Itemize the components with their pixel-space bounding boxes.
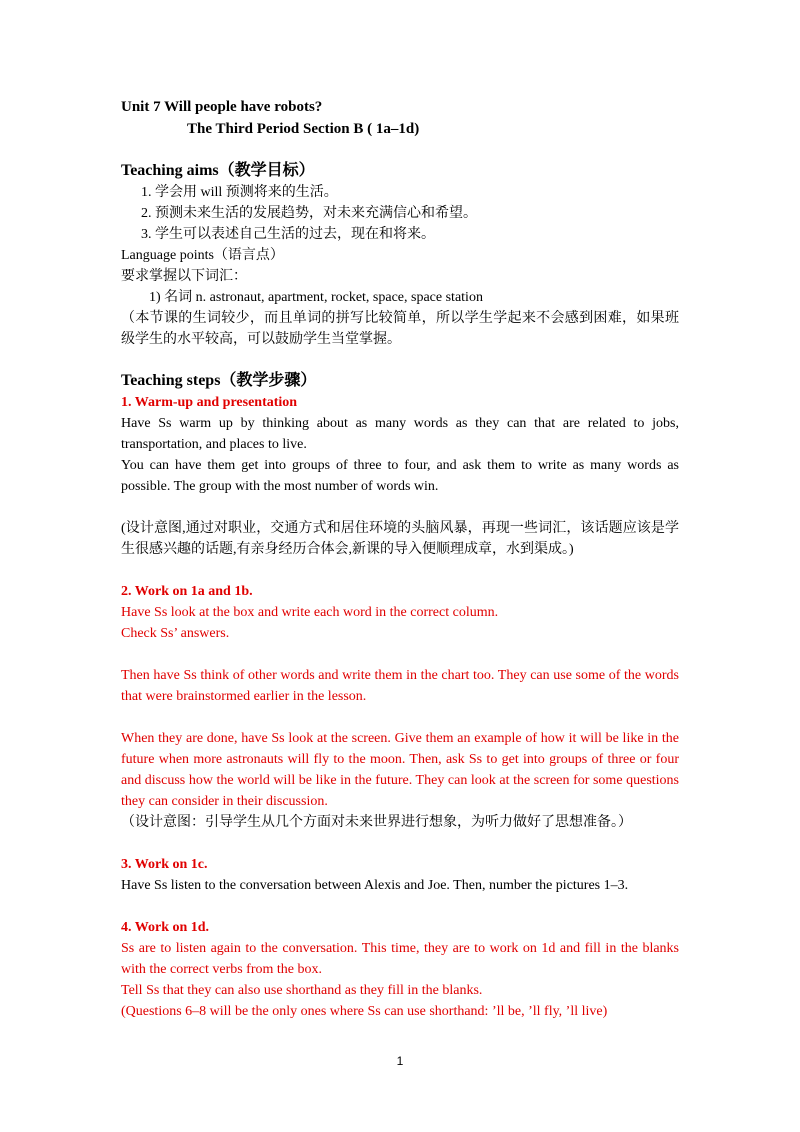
spacer <box>121 560 679 581</box>
spacer <box>121 644 679 665</box>
step3-heading: 3. Work on 1c. <box>121 857 208 872</box>
step2-design-note: （设计意图：引导学生从几个方面对未来世界进行想象，为听力做好了思想准备。） <box>121 815 632 830</box>
step1-paragraph-1: Have Ss warm up by thinking about as many words as they can that are related to jobs, transportation, and places to live. <box>121 416 679 452</box>
step1-heading: 1. Warm-up and presentation <box>121 395 298 410</box>
document-body <box>121 96 679 1022</box>
spacer <box>121 497 679 518</box>
step1-design-note: (设计意图,通过对职业，交通方式和居住环境的头脑风暴，再现一些词汇，该话题应该是学生很感兴趣的话题,有亲身经历合体会,新课的导入便顺理成章，水到渠成。) <box>121 521 679 557</box>
step4-paragraph-1: Ss are to listen again to the conversation. This time, they are to work on 1d and fill in the blanks with the correct verbs from the box. <box>121 941 679 977</box>
unit-title: Unit 7 Will people have robots? <box>121 99 323 115</box>
step3-paragraph: Have Ss listen to the conversation between Alexis and Joe. Then, number the pictures 1–3. <box>121 878 629 893</box>
aim-item: 1. 学会用 will 预测将来的生活。 <box>141 185 338 200</box>
step2-line-2: Check Ss’ answers. <box>121 626 230 641</box>
step4-heading: 4. Work on 1d. <box>121 920 210 935</box>
vocab-intro: 要求掌握以下词汇： <box>121 269 247 284</box>
aim-item: 2. 预测未来生活的发展趋势，对未来充满信心和希望。 <box>141 206 477 221</box>
spacer <box>121 896 679 917</box>
step4-line-3: (Questions 6–8 will be the only ones where Ss can use shorthand: ’ll be, ’ll fly, ’ll live) <box>121 1004 608 1019</box>
step2-heading: 2. Work on 1a and 1b. <box>121 584 253 599</box>
step4-line-2: Tell Ss that they can also use shorthand as they fill in the blanks. <box>121 983 483 998</box>
period-title: The Third Period Section B ( 1a–1d) <box>187 121 420 137</box>
aim-item: 3. 学生可以表述自己生活的过去，现在和将来。 <box>141 227 435 242</box>
step2-paragraph-3: When they are done, have Ss look at the screen. Give them an example of how it will be like in the future when more astronauts will fly to the moon. Then, ask Ss to get into groups of three or four and discuss how the world will be like in the future. They can look at the screen for some questions they can consider in their discussion. <box>121 731 679 809</box>
spacer <box>121 707 679 728</box>
vocab-note: （本节课的生词较少，而且单词的拼写比较简单，所以学生学起来不会感到困难，如果班级学生的水平较高，可以鼓励学生当堂掌握。 <box>121 311 679 347</box>
teaching-steps-heading: Teaching steps（教学步骤） <box>121 372 317 389</box>
step1-paragraph-2: You can have them get into groups of three to four, and ask them to write as many words as possible. The group with the most number of words win. <box>121 458 679 494</box>
teaching-aims-list <box>121 182 679 245</box>
step2-paragraph-2: Then have Ss think of other words and write them in the chart too. They can use some of the words that were brainstormed earlier in the lesson. <box>121 668 679 704</box>
step2-line-1: Have Ss look at the box and write each word in the correct column. <box>121 605 499 620</box>
vocab-line: 1) 名词 n. astronaut, apartment, rocket, space, space station <box>149 290 483 305</box>
language-points-label: Language points（语言点） <box>121 248 284 263</box>
spacer <box>121 833 679 854</box>
teaching-aims-heading: Teaching aims（教学目标） <box>121 162 315 179</box>
page-number: 1 <box>396 1054 404 1068</box>
